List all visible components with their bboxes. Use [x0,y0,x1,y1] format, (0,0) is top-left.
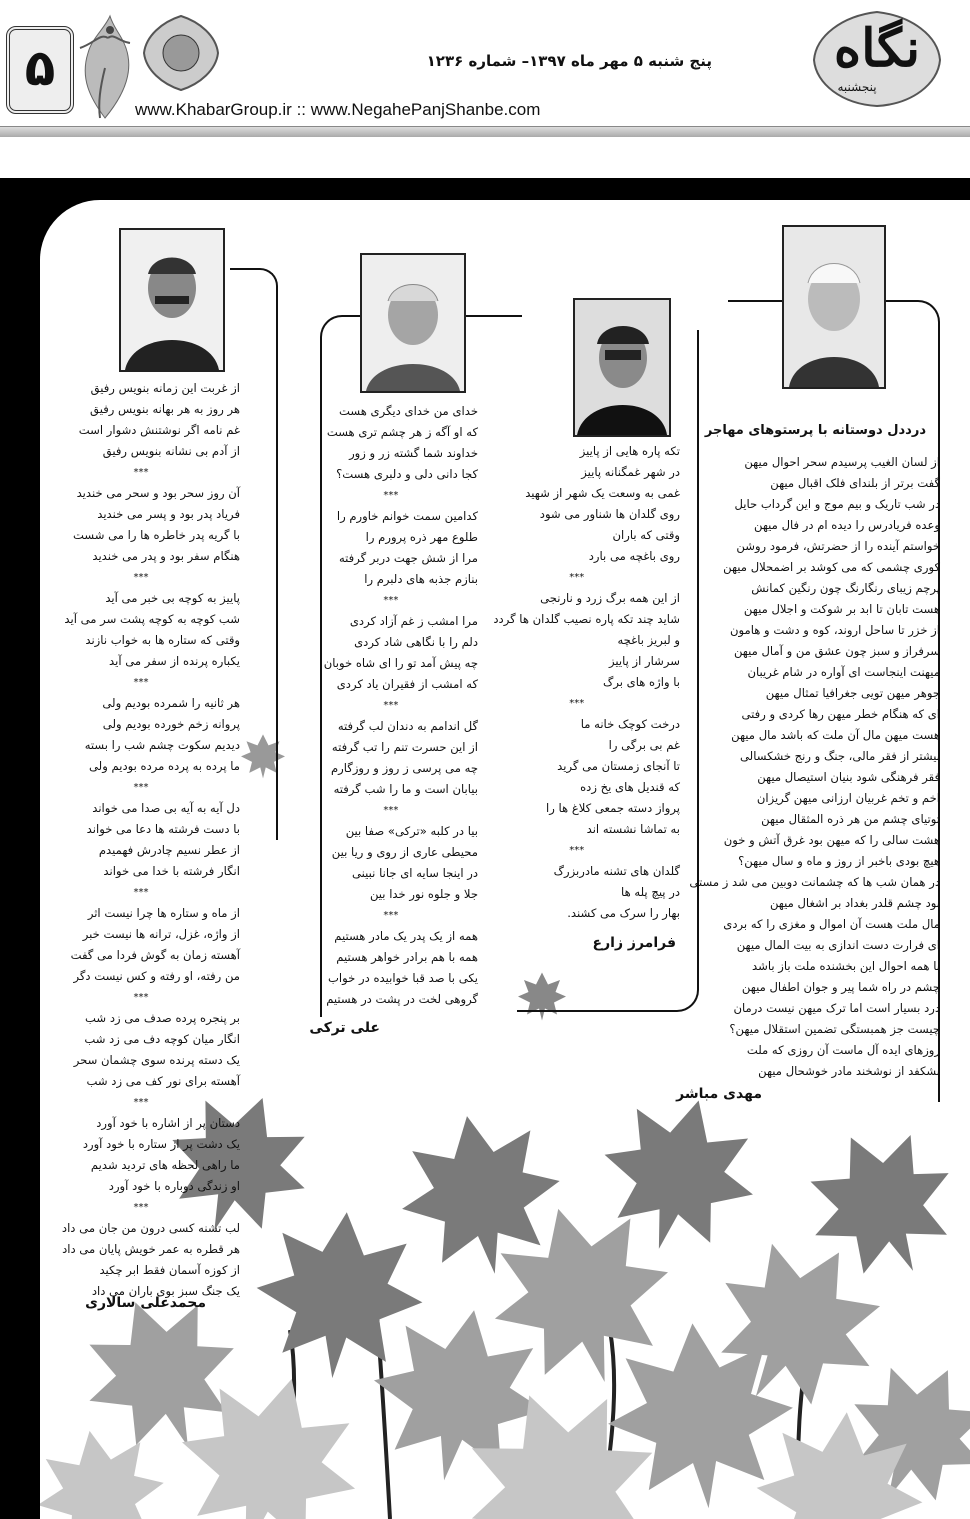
poem-line: بیابان است و ما را شب گرفته [333,782,478,796]
poem-line: ای فرارت دست اندازی به بیت المال میهن [736,938,940,952]
poem-line: بر پنجره پرده صدف می زد شب [85,1011,240,1025]
poem-line: بهار را سرک می کشند. [567,906,680,920]
stanza-separator: *** [383,805,399,816]
poem-line: با گریه پدر خاطره ها را می شست [72,528,240,542]
stanza-separator: *** [383,595,399,606]
poem-line: روی گلدان ها شناور می شود [539,507,680,521]
poem-line: درد بسیار است اما ترک میهن نیست درمان [733,1001,940,1015]
poem-line: تکه پاره هایی از پاییز [579,444,680,458]
poem-line: از خزر تا ساحل اروند، کوه و دشت و هامون [730,623,940,637]
page-number: ۵ [6,26,74,114]
poem-line: از این حسرت تنم را تب گرفته [331,740,478,754]
poem-line: به تماشا نشسته اند [586,822,680,836]
poem-line: سرفراز و سبز چون عشق من و آمال میهن [733,644,940,658]
logo-subtitle: پنجشنبه [837,80,877,94]
poem-line: آهسته زمان به گوش فردا می گفت [70,948,240,962]
poem-line: یکباره پرنده از سفر می آید [109,654,240,668]
stanza-separator: *** [133,992,149,1003]
poem-line: درخت کوچک خانه ما [580,717,680,731]
poem-line: انگار میان کوچه دف می زد شب [84,1032,240,1046]
poem-line: چشم در راه شما پیر و جوان اطفال میهن [741,980,940,994]
issue-line: پنج شنبه ۵ مهر ماه ۱۳۹۷– شماره ۱۲۳۶ [426,52,712,70]
poem-line: چه می پرسی ز روز و روزگارم [331,761,478,775]
stanza-separator: *** [133,887,149,898]
poem-line: وقتی که باران [612,528,680,542]
author-photo-mobasher [782,225,886,389]
poem-line: اخم و تخم غربیان ارزانی میهن گریزان [756,791,940,805]
author-photo-torki [360,253,466,393]
poem-line: آهسته برای نور کف می زد شب [86,1074,240,1088]
poem-line: میهنت اینجاست ای آواره در شام غریبان [747,665,940,679]
poem-line: من رفته، او رفته و کس نیست دگر [73,969,240,983]
poem-line: آن روز سحر بود و سحر می خندید [76,486,240,500]
poem-line: بیشتر از فقر مالی، جنگ و رنج خشکسالی [740,749,940,763]
poem-line: فریاد پدر بود و پسر می خندید [97,507,240,521]
poem-line: کوری چشمی که می کوشد بر اضمحلال میهن [723,560,940,574]
poem-line: خواستم آینده را از حضرتش، فرمود روشن [736,539,940,553]
poem-line: فقر فرهنگی شود بنیان استیصال میهن [757,770,940,784]
poem-line: در اینجا سایه ای جانا نبینی [352,866,478,880]
poem-line: گفت برتر از بلندای فلک اقبال میهن [770,476,940,490]
poem-line: وقتی که ستاره ها به خواب نازند [85,633,240,647]
stanza-separator: *** [133,1097,149,1108]
stanza-separator: *** [569,845,585,856]
poem-line: بنازم جذبه های دلبرم را [364,572,478,586]
poem-line: مال ملت هست آن اموال و مغزی را که بردی [723,917,940,931]
poem-line: از لسان الغیب پرسیدم سحر احوال میهن [744,455,940,469]
portrait-icon [575,300,669,435]
author-salari: محمدعلی سالاری [85,1295,206,1311]
poem-line: یک دشت پر از ستاره با خود آورد [82,1137,240,1151]
stanza-separator: *** [133,782,149,793]
poem-line: غم نامه اگر نوشتنش دشوار است [78,423,240,437]
poem-line: جلا و جلوه نور خدا بین [369,887,478,901]
poem-line: خدای من خدای دیگری هست [339,404,478,418]
poem-line: گل اندامم به دندان لب گرفته [337,719,478,733]
author-photo-zare [573,298,671,437]
poem-line: گلدان های تشنه مادربزرگ [553,864,680,878]
poem-line: در همان شب ها که چشمانت دوبین می شد ز مستی [689,875,940,889]
poem-line: وعده فریادرس را دیده ام در فال میهن [754,518,940,532]
poem-line: روزهای ایده آل ماست آن روزی که ملت [746,1043,940,1057]
poem-line: هر قطره به عمر خویش پایان می داد [62,1242,240,1256]
stanza-separator: *** [383,490,399,501]
poem-line: از ماه و ستاره ها چرا نیست اثر [87,906,240,920]
portrait-icon [362,255,464,391]
poem-line: خداوند شما گشته زر و زور [349,446,478,460]
poem-line: جوهر میهن تویی جغرافیا تمثال میهن [765,686,940,700]
poem-line: محیطی عاری از روی و ریا بین [331,845,478,859]
poem-line: دیدیم سکوت چشم شب را بسته [84,738,240,752]
poem-line: همه با هم برادر خواهر هستیم [336,950,478,964]
poem-line: هست تابان تا ابد بر شوکت و اجلال میهن [743,602,940,616]
author-zare: فرامرز زارع [592,935,676,951]
stanza-separator: *** [383,700,399,711]
poem-line: بود چشم قلدر بغداد بر اشغال میهن [769,896,940,910]
poem-line: از عطر نسیم چادرش فهمیدم [98,843,240,857]
author-photo-salari [119,228,225,372]
poem-line: با واژه های برگ [602,675,680,689]
poem-line: چیست جز همبستگی تضمین استقلال میهن؟ [729,1022,940,1036]
poem-line: پرواز دسته جمعی کلاغ ها را [545,801,680,815]
poem-line: هشت سالی را که میهن بود غرق آتش و خون [723,833,940,847]
poem-line: از این همه برگ زرد و نارنجی [540,591,680,605]
poem-line: هست میهن مال آن ملت که باشد مال میهن [731,728,940,742]
poem-line: ای که هنگام خطر میهن رها کردی و رفتی [741,707,940,721]
poem-line: پروانه زخم خورده بودیم ولی [102,717,240,731]
logo-text: نگاه [833,18,921,79]
portrait-icon [121,230,223,370]
poem-salari [62,378,240,1302]
poem-mobasher [689,452,940,1082]
poem-line: کدامین سمت خوانم خاورم را [336,509,478,523]
stanza-separator: *** [133,572,149,583]
stanza-separator: *** [133,467,149,478]
stanza-separator: *** [569,572,585,583]
ornament-icon [140,12,222,94]
header-rule [0,126,970,137]
poem-line: در پیچ پله ها [621,885,680,899]
poem-line: که او آگه ز هر چشم تری هست [326,425,478,439]
poem-line: تا آنجای زمستان می گرید [557,759,680,773]
stanza-separator: *** [133,677,149,688]
poem-line: با همه احوال این بخشنده ملت باز باشد [752,959,940,973]
poem-line: کجا دانی دلی و دلبری هست؟ [336,467,478,481]
poem-line: شاید چند تکه پاره نصیب گلدان ها گردد [493,612,680,626]
poem-line: از آدم بی نشانه بنویس رفیق [102,444,240,458]
poem-line: او زندگی دوباره با خود آورد [108,1179,240,1193]
poem-line: از کوزه آسمان فقط ابر چکید [99,1263,240,1277]
poem-line: روی باغچه می بارد [588,549,680,563]
poem-line: پرچم زیبای رنگارنگ چون رنگین کمانش [751,581,940,595]
poem-line: ما راهی لحظه های تردید شدیم [90,1158,240,1172]
poem-line: دلم را با نگاهی شاد کردی [354,635,478,649]
poem-line: یک جنگ سبز بوی باران می داد [91,1284,240,1298]
poem-line: هر ثانیه را شمرده بودیم ولی [102,696,240,710]
poem-line: شب کوچه به کوچه پشت سر می آید [64,612,240,626]
author-mobasher: مهدی مباشر [676,1086,762,1102]
poem-line: یکی با صد قبا خوابیده در خواب [328,971,478,985]
poem-line: در شهر غمگنانه پاییز [581,465,680,479]
poem-line: و لبریز باغچه [617,633,680,647]
poem-line: از غربت این زمانه بنویس رفیق [90,381,240,395]
poem-line: که قندیل های یخ زده [580,780,680,794]
poem-line: از واژه، غزل، ترانه ها نیست خبر [82,927,240,941]
poem-line: سرشار از پاییز [608,654,680,668]
poem-line: مرا از شش جهت دربر گرفته [338,551,478,565]
poem-line: هر روز به هر بهانه بنویس رفیق [90,402,240,416]
poem-line: در شب تاریک و بیم موج و این گرداب حایل [734,497,940,511]
stanza-separator: *** [569,698,585,709]
poem-line: هنگام سفر بود و پدر می خندید [92,549,240,563]
poem-zare [493,441,680,924]
poem-torki [324,401,478,1010]
website-urls[interactable]: www.KhabarGroup.ir :: www.NegahePanjShanbe.com [135,100,541,119]
poem-line: غمی به وسعت یک شهر از شهید [525,486,680,500]
poem-line: چه پیش آمد تو را ای شاه خوبان [323,656,478,670]
stanza-separator: *** [133,1202,149,1213]
poem-line: گروهی لخت در پشت در هستیم [326,992,478,1006]
poem-title-mobasher: درددل دوستانه با پرستوهای مهاجر [704,423,926,438]
poem-line: غم بی برگی را [608,738,680,752]
poem-line: دستان پر از اشاره با خود آورد [96,1116,240,1130]
poem-line: لب تشنه کسی درون من جان می داد [61,1221,240,1235]
newspaper-logo [812,10,942,108]
author-torki: علی ترکی [309,1020,380,1036]
poem-line: مرا امشب ز غم آزاد کردی [349,614,478,628]
stanza-separator: *** [383,910,399,921]
poem-line: انگار فرشته با خدا می خواند [103,864,240,878]
poem-line: بشکفد از نوشخند مادر خوشحال میهن [758,1064,940,1078]
poem-line: یک دسته پرنده سوی چشمان سحر [73,1053,240,1067]
portrait-icon [784,227,884,387]
phoenix-icon [70,8,140,126]
masthead [0,0,970,148]
poem-line: دل آیه به آیه بی صدا می خواند [92,801,240,815]
poem-line: بیا در کلبه «ترکی» صفا بین [345,824,478,838]
poem-line: ما پرده به پرده مرده بودیم ولی [89,759,240,773]
poem-line: که امشب از فقیران یاد کردی [336,677,478,691]
poem-line: پاییز به کوچه بی خبر می آید [105,591,240,605]
poem-line: با دست فرشته ها دعا می خواند [86,822,240,836]
poem-line: همه از یک پدر یک مادر هستیم [334,929,478,943]
poem-line: طلوع مهر ذره پرورم را [365,530,478,544]
poem-line: هیچ بودی باخبر از روز و ماه و سال میهن؟ [738,854,940,868]
poem-line: توتیای چشم من هر ذره المثقال میهن [761,812,940,826]
